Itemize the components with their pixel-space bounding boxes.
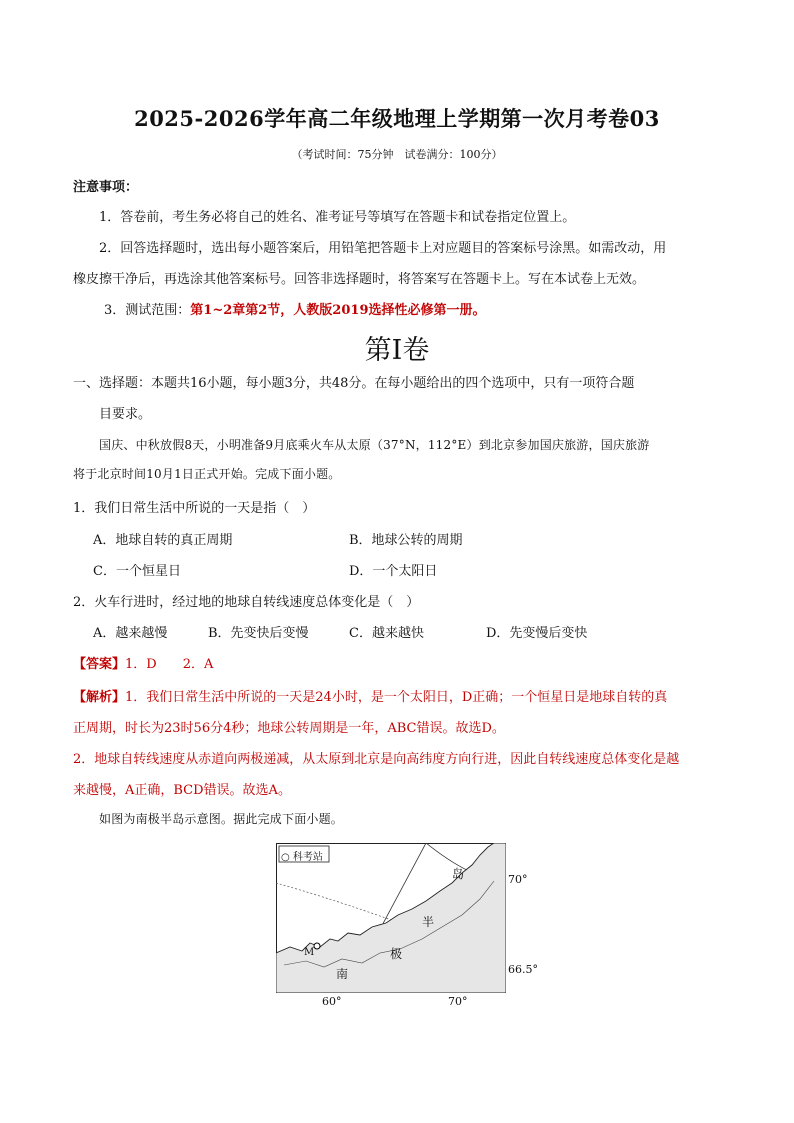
station-marker (314, 943, 320, 949)
map-char-nan: 南 (336, 967, 349, 981)
map-legend: ○ 科考站 (281, 852, 323, 863)
part1-line-1: 一、选择题：本题共16小题，每小题3分，共48分。在每小题给出的四个选项中，只有一项符合题 (73, 376, 635, 391)
answer-tag: 【答案】 (73, 657, 126, 672)
map-lat-665-label: 66.5° (508, 963, 538, 976)
analysis-line-3: 2．地球自转线速度从赤道向两极递减，从太原到北京是向高纬度方向行进，因此自转线速度总体变化是越 (73, 752, 680, 767)
notice-item-2-line-2: 橡皮擦干净后，再选涂其他答案标号。回答非选择题时，将答案写在答题卡上。写在本试卷上无效。 (73, 272, 646, 287)
analysis-text-1: 1．我们日常生活中所说的一天是24小时，是一个太阳日，D正确；一个恒星日是地球自转的真 (125, 690, 668, 705)
map-lat-70-label: 70° (508, 873, 528, 886)
analysis-line-1 (73, 686, 667, 705)
analysis-line-4: 来越慢，A正确，BCD错误。故选A。 (73, 783, 291, 798)
context1-line-2: 将于北京时间10月1日正式开始。完成下面小题。 (73, 467, 341, 481)
notice-heading: 注意事项： (73, 180, 139, 195)
antarctic-peninsula-map (276, 843, 538, 1008)
q2-option-c: C．越来越快 (349, 626, 424, 641)
exam-title: 2025-2026学年高二年级地理上学期第一次月考卷03 (134, 106, 660, 131)
q1-stem: 1．我们日常生活中所说的一天是指（ ） (73, 501, 316, 516)
q2-option-b: B．先变快后变慢 (208, 626, 309, 641)
notice-item-3 (104, 299, 486, 318)
answer-line (73, 653, 213, 672)
map-svg (276, 843, 506, 993)
analysis-line-2: 正周期，时长为23时56分4秒；地球公转周期是一年，ABC错误。故选D。 (73, 721, 505, 736)
map-lon-60-label: 60° (322, 995, 342, 1008)
analysis-tag: 【解析】 (73, 690, 126, 705)
context2: 如图为南极半岛示意图。据此完成下面小题。 (99, 812, 344, 826)
q1-option-c: C．一个恒星日 (93, 564, 181, 579)
notice-item-2-line-1: 2．回答选择题时，选出每小题答案后，用铅笔把答题卡上对应题目的答案标号涂黑。如需改动，用 (99, 241, 667, 256)
section-title: 第Ⅰ卷 (364, 335, 430, 366)
q1-option-a: A．地球自转的真正周期 (93, 533, 233, 548)
q2-stem: 2．火车行进时，经过地的地球自转线速度总体变化是（ ） (73, 595, 420, 610)
context1-line-1: 国庆、中秋放假8天，小明准备9月底乘火车从太原（37°N，112°E）到北京参加国庆旅游，国庆旅游 (99, 438, 650, 452)
map-char-dao: 岛 (452, 867, 465, 881)
q2-option-d: D．先变慢后变快 (486, 626, 588, 641)
part1-line-2: 目要求。 (99, 407, 152, 422)
map-label-m: M (304, 947, 315, 958)
map-lon-70-label: 70° (448, 995, 468, 1008)
answer-text: 1．D 2．A (125, 657, 214, 672)
notice-item-3-scope: 第1~2章第2节，人教版2019选择性必修第一册。 (190, 303, 486, 318)
map-char-ban: 半 (422, 915, 435, 929)
notice-item-1: 1．答卷前，考生务必将自己的姓名、准考证号等填写在答题卡和试卷指定位置上。 (99, 210, 576, 225)
map-char-ji: 极 (390, 947, 403, 961)
q1-option-d: D．一个太阳日 (349, 564, 438, 579)
q1-option-b: B．地球公转的周期 (349, 533, 463, 548)
q2-option-a: A．越来越慢 (93, 626, 168, 641)
notice-item-3-prefix: 3．测试范围： (104, 303, 191, 318)
exam-subtitle: （考试时间：75分钟 试卷满分：100分） (291, 148, 503, 161)
